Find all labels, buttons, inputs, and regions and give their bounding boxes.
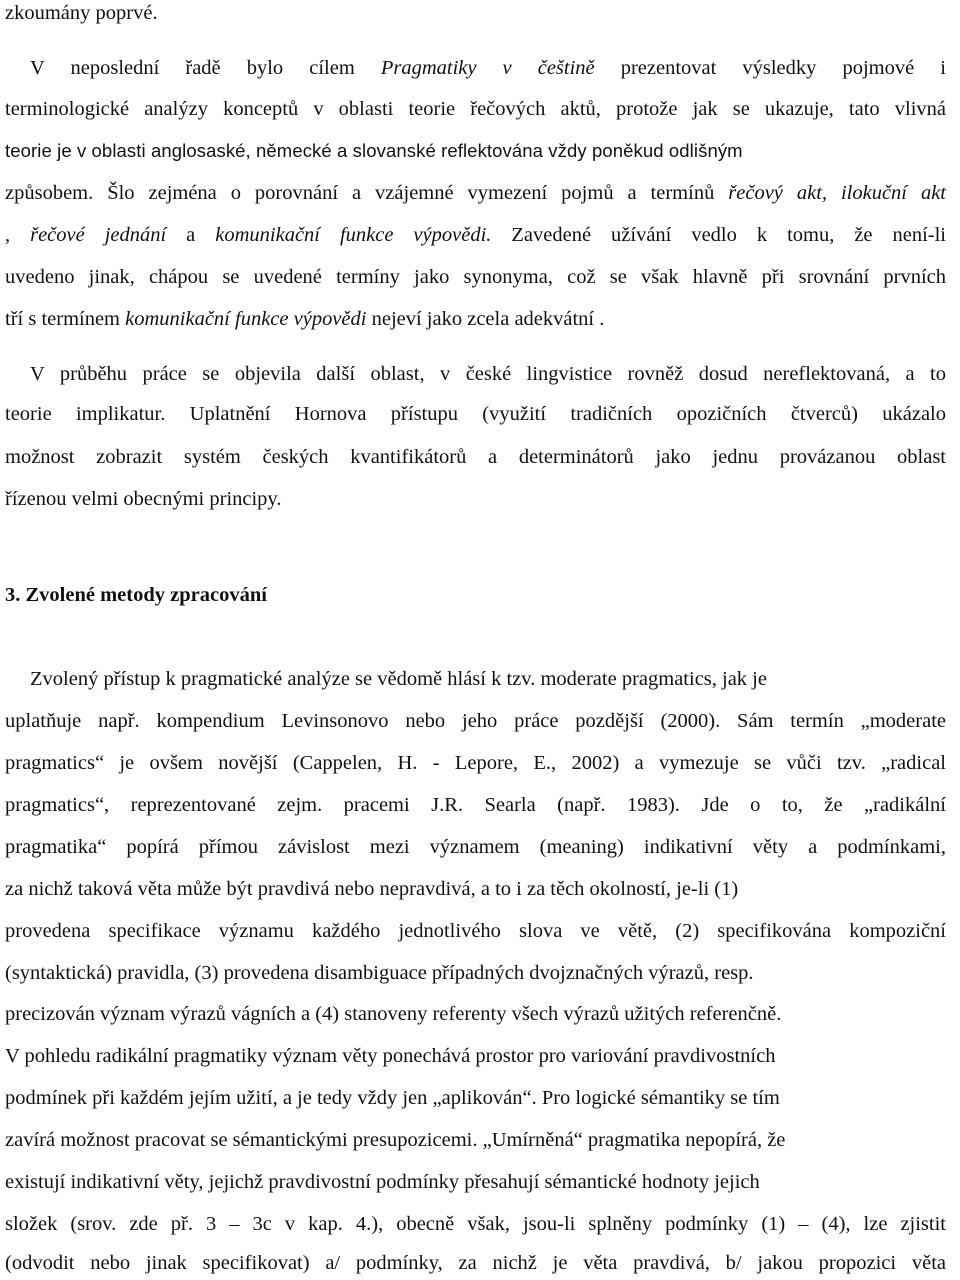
paragraph-line [5, 1127, 946, 1153]
paragraph-line [5, 138, 946, 164]
paragraph-line [5, 1043, 946, 1069]
text-span: složek (srov. zde př. 3 – 3c v kap. 4.), obecně však, jsou-li splněny podmínky (1) – (4), lze zjistit [5, 1213, 946, 1235]
paragraph-line [5, 834, 946, 860]
paragraph-line [5, 750, 946, 776]
paragraph-line [5, 180, 946, 206]
text-span: a [166, 224, 216, 246]
paragraph-line [30, 666, 946, 692]
text-span: V pohledu radikální pragmatiky význam věty ponechává prostor pro variování pravdivostních [5, 1045, 776, 1067]
text-span: V průběhu práce se objevila další oblast, v české lingvistice rovněž dosud nereflektovaná, a to [30, 363, 946, 385]
text-span: Zvolený přístup k pragmatické analýze se vědomě hlásí k tzv. moderate pragmatics, jak je [30, 668, 767, 690]
text-span: za nichž taková věta může být pravdivá nebo nepravdivá, a to i za těch okolností, je-li (1) [5, 878, 739, 900]
text-span: V neposlední řadě bylo cílem [30, 57, 381, 79]
paragraph-line [5, 96, 946, 122]
paragraph-line [5, 222, 946, 248]
text-span: terminologické analýzy konceptů v oblasti teorie řečových aktů, protože jak se ukazuje, tato vlivná [5, 98, 946, 120]
paragraph-line [5, 792, 946, 818]
paragraph-line [5, 1085, 946, 1111]
italic-term: řečový akt, ilokuční akt [728, 182, 947, 204]
text-span: uvedeno jinak, chápou se uvedené termíny jako synonyma, což se však hlavně při srovnání prvních [5, 266, 946, 288]
text-span: pragmatika“ popírá přímou závislost mezi významem (meaning) indikativní věty a podmínkami, [5, 836, 946, 858]
text-span: pragmatics“, reprezentované zejm. pracemi J.R. Searla (např. 1983). Jde o to, že „radikální [5, 794, 946, 816]
heading-text: 3. Zvolené metody zpracování [5, 584, 267, 606]
italic-term: řečové jednání [30, 224, 167, 246]
text-span: teorie implikatur. Uplatnění Hornova přístupu (využití tradičních opozičních čtverců) ukázalo [5, 403, 946, 425]
text-span: způsobem. Šlo zejména o porovnání a vzájemné vymezení pojmů a termínů [5, 182, 729, 204]
paragraph-line [5, 264, 946, 290]
text-span: pragmatics“ je ovšem novější (Cappelen, H. - Lepore, E., 2002) a vymezuje se vůči tzv. „radical [5, 752, 946, 774]
text-span: prezentovat výsledky pojmové i [594, 57, 946, 79]
text-span: (odvodit nebo jinak specifikovat) a/ podmínky, za nichž je věta pravdivá, b/ jakou propozici věta [5, 1252, 946, 1274]
paragraph-line [30, 361, 946, 387]
paragraph-line [5, 486, 946, 512]
paragraph-line [5, 306, 946, 332]
text-span: Zavedené užívání vedlo k tomu, že není-li [491, 224, 946, 246]
paragraph-line [5, 708, 946, 734]
paragraph-line [30, 55, 946, 81]
text-span: zavírá možnost pracovat se sémantickými presupozicemi. „Umírněná“ pragmatika nepopírá, že [5, 1129, 786, 1151]
text-span: tří s termínem [5, 308, 126, 330]
italic-term: komunikační funkce výpovědi [125, 308, 367, 330]
text-span: existují indikativní věty, jejichž pravdivostní podmínky přesahují sémantické hodnoty jejich [5, 1171, 760, 1193]
text-span: (syntaktická) pravidla, (3) provedena disambiguace případných dvojznačných výrazů, resp. [5, 962, 754, 984]
paragraph-line [5, 401, 946, 427]
text-span: možnost zobrazit systém českých kvantifikátorů a determinátorů jako jednu provázanou oblast [5, 446, 946, 468]
section-heading [5, 582, 946, 608]
italic-term: Pragmatiky v češtině [380, 57, 595, 79]
text-span: uplatňuje např. kompendium Levinsonovo nebo jeho práce pozdější (2000). Sám termín „moderate [5, 710, 946, 732]
text-span: provedena specifikace významu každého jednotlivého slova ve větě, (2) specifikována kompoziční [5, 920, 946, 942]
paragraph-line [5, 876, 946, 902]
text-span: teorie je v oblasti anglosaské, německé a slovanské reflektována vždy poněkud odlišným [5, 140, 743, 161]
text-span: podmínek při každém jejím užití, a je tedy vždy jen „aplikován“. Pro logické sémantiky se tím [5, 1087, 780, 1109]
paragraph-line [5, 960, 946, 986]
text-span: precizován význam výrazů vágních a (4) stanoveny referenty všech výrazů užitých referenčně. [5, 1003, 782, 1025]
paragraph-line [5, 1169, 946, 1195]
text-span: , [5, 224, 31, 246]
text-span: nejeví jako zcela adekvátní . [366, 308, 605, 330]
paragraph-line [5, 918, 946, 944]
paragraph-line [5, 0, 946, 26]
paragraph-line [5, 1250, 946, 1276]
paragraph-line [5, 1001, 946, 1027]
paragraph-line [5, 1211, 946, 1237]
text-span: řízenou velmi obecnými principy. [5, 488, 282, 510]
italic-term: komunikační funkce výpovědi. [215, 224, 492, 246]
text-span: zkoumány poprvé. [5, 2, 158, 24]
paragraph-line [5, 444, 946, 470]
